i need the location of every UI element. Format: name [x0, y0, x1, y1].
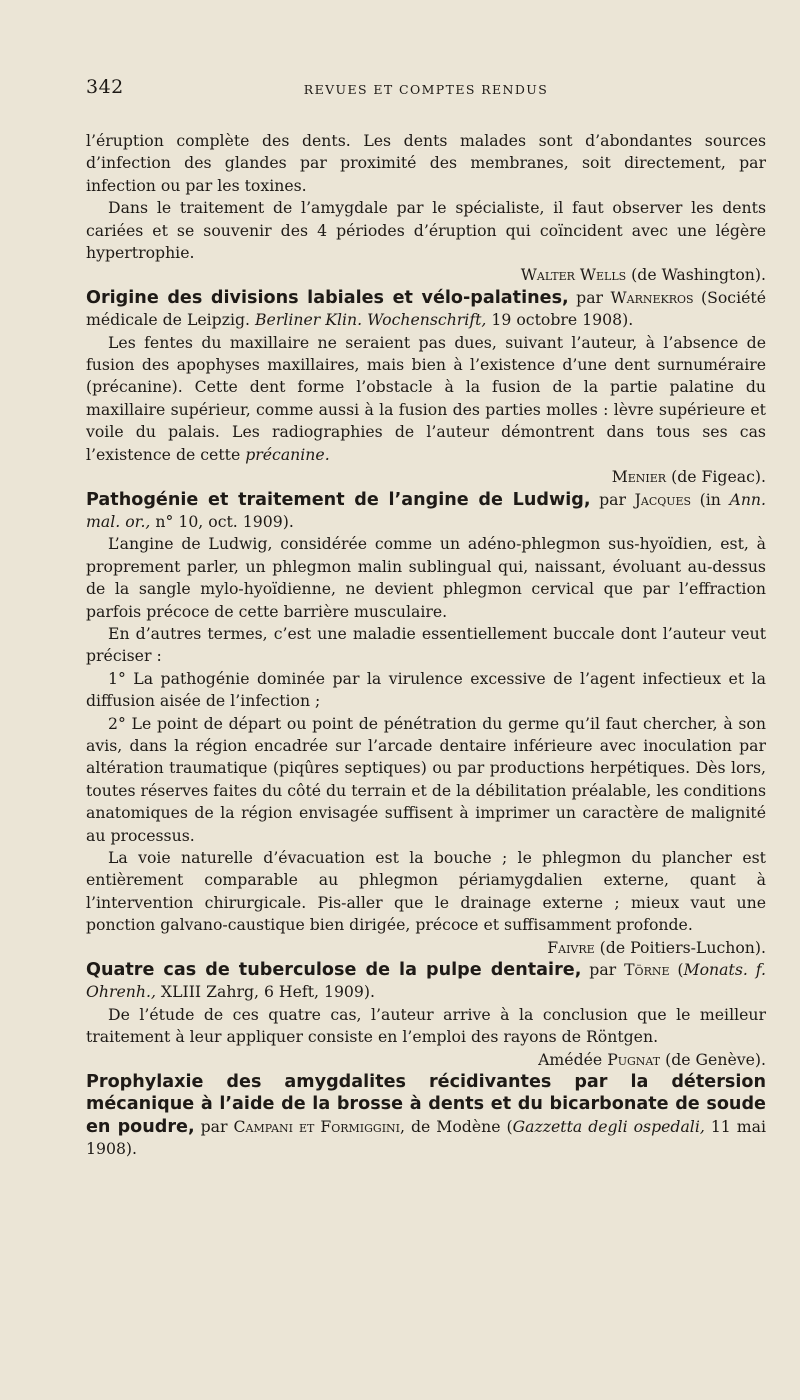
review-signature	[86, 466, 766, 488]
review-signature	[86, 264, 766, 286]
reviewer-place: (de Genève).	[660, 1049, 766, 1069]
paragraph: l’éruption complète des dents. Les dents malades sont d’abondantes sources d’infection des glandes par proximité des membranes, soit directement, par infection ou par les toxines.	[86, 131, 766, 195]
reviewer-name: Walter Wells	[520, 265, 627, 285]
paragraph: En d’autres termes, c’est une maladie essentiellement buccale dont l’auteur veut préciser :	[86, 623, 766, 666]
article-author: Warnekros	[610, 287, 694, 307]
article-title: Prophylaxie des amygdalites récidivantes par la détersion mécanique à l’aide de la brosse à dents et du bicarbonate de soude en poudre,	[86, 1072, 766, 1137]
article-title: Pathogénie et traitement de l’angine de Ludwig,	[86, 489, 591, 510]
article-author: Jacques	[634, 489, 692, 509]
journal-name: Ann. mal. or.,	[86, 489, 767, 531]
reviewer-place: (de Figeac).	[666, 467, 766, 487]
article-heading: Quatre cas de tuberculose de la pulpe dentaire, par Törne (Monats. f. Ohrenh., XLIII Zahrg, 6 Heft, 1909).	[86, 960, 766, 1002]
reviewer-name: Menier	[611, 467, 667, 487]
article-heading: Prophylaxie des amygdalites récidivantes par la détersion mécanique à l’aide de la brosse à dents et du bicarbonate de soude en poudre, par Campani et Formiggini, de Modène (Gazzetta degli ospedali, 11 mai 1908).	[86, 1072, 766, 1159]
article-heading: Origine des divisions labiales et vélo-palatines, par Warnekros (Société médicale de Leipzig. Berliner Klin. Wochenschrift, 19 octobre 1908).	[86, 287, 766, 330]
page-body	[86, 130, 766, 1161]
reviewer-name: Pugnat	[607, 1049, 661, 1069]
running-title: REVUES ET COMPTES RENDUS	[303, 82, 549, 97]
paragraph: Les fentes du maxillaire ne seraient pas dues, suivant l’auteur, à l’absence de fusion des apophyses maxillaires, mais bien à l’existence d’une dent surnuméraire (précanine). Cette dent forme l’obstacle à la fusion de la partie palatine du maxillaire supérieur, comme aussi à la fusion des parties molles : lèvre supérieure et voile du palais. Les radiographies de l’auteur démontrent dans tous ses cas l’existence de cette précanine.	[86, 332, 766, 464]
paragraph: Dans le traitement de l’amygdale par le spécialiste, il faut observer les dents cariées et se souvenir des 4 périodes d’éruption qui coïncident avec une légère hypertrophie.	[86, 198, 766, 263]
paragraph: L’angine de Ludwig, considérée comme un adéno-phlegmon sus-hyoïdien, est, à proprement parler, un phlegmon malin sublingual qui, naissant, évoluant au-dessus de la sangle mylo-hyoïdienne, ne devient phlegmon cervical que par l’effraction parfois précoce de cette barrière musculaire.	[86, 534, 766, 621]
journal-name: Berliner Klin. Wochenschrift,	[255, 310, 487, 330]
reviewer-place: (de Washington).	[626, 265, 766, 285]
article-author: Törne	[624, 960, 670, 980]
review-signature: Amédée Pugnat (de Genève).	[538, 1049, 766, 1069]
article-title: Origine des divisions labiales et vélo-palatines,	[86, 287, 569, 308]
reviewer-name: Faivre	[547, 937, 595, 957]
paragraph: De l’étude de ces quatre cas, l’auteur arrive à la conclusion que le meilleur traitement à leur appliquer consiste en l’emploi des rayons de Röntgen.	[86, 1004, 766, 1047]
reviewer-place: (de Poitiers-Luchon).	[594, 937, 766, 957]
article-author: Campani et Formiggini,	[233, 1116, 406, 1136]
list-item: 1° La pathogénie dominée par la virulence excessive de l’agent infectieux et la diffusion aisée de l’infection ;	[86, 668, 766, 711]
list-item: 2° Le point de départ ou point de pénétration du germe qu’il faut chercher, à son avis, dans la région encadrée sur l’arcade dentaire inférieure avec inoculation par altération traumatique (piqûres septiques) ou par productions herpétiques. Dès lors, toutes réserves faites du côté du terrain et de la débilitation préalable, les conditions anatomiques de la région envisagée suffisent à imprimer un caractère de malignité au processus.	[86, 713, 766, 845]
journal-name: Monats. f. Ohrenh.,	[86, 960, 766, 1002]
journal-name: Gazzetta degli ospedali,	[512, 1116, 705, 1136]
paragraph: La voie naturelle d’évacuation est la bouche ; le phlegmon du plancher est entièrement comparable au phlegmon périamygdalien externe, quant à l’intervention chirurgicale. Pis-aller que le drainage externe ; mieux vaut une ponction galvano-caustique bien dirigée, précoce et suffisamment profonde.	[86, 848, 766, 935]
review-signature	[86, 937, 766, 959]
page-number: 342	[86, 76, 124, 98]
article-title: Quatre cas de tuberculose de la pulpe dentaire,	[86, 960, 582, 981]
page-header	[86, 76, 766, 106]
article-heading: Pathogénie et traitement de l’angine de Ludwig, par Jacques (in Ann. mal. or., n° 10, oct. 1909).	[86, 489, 767, 531]
